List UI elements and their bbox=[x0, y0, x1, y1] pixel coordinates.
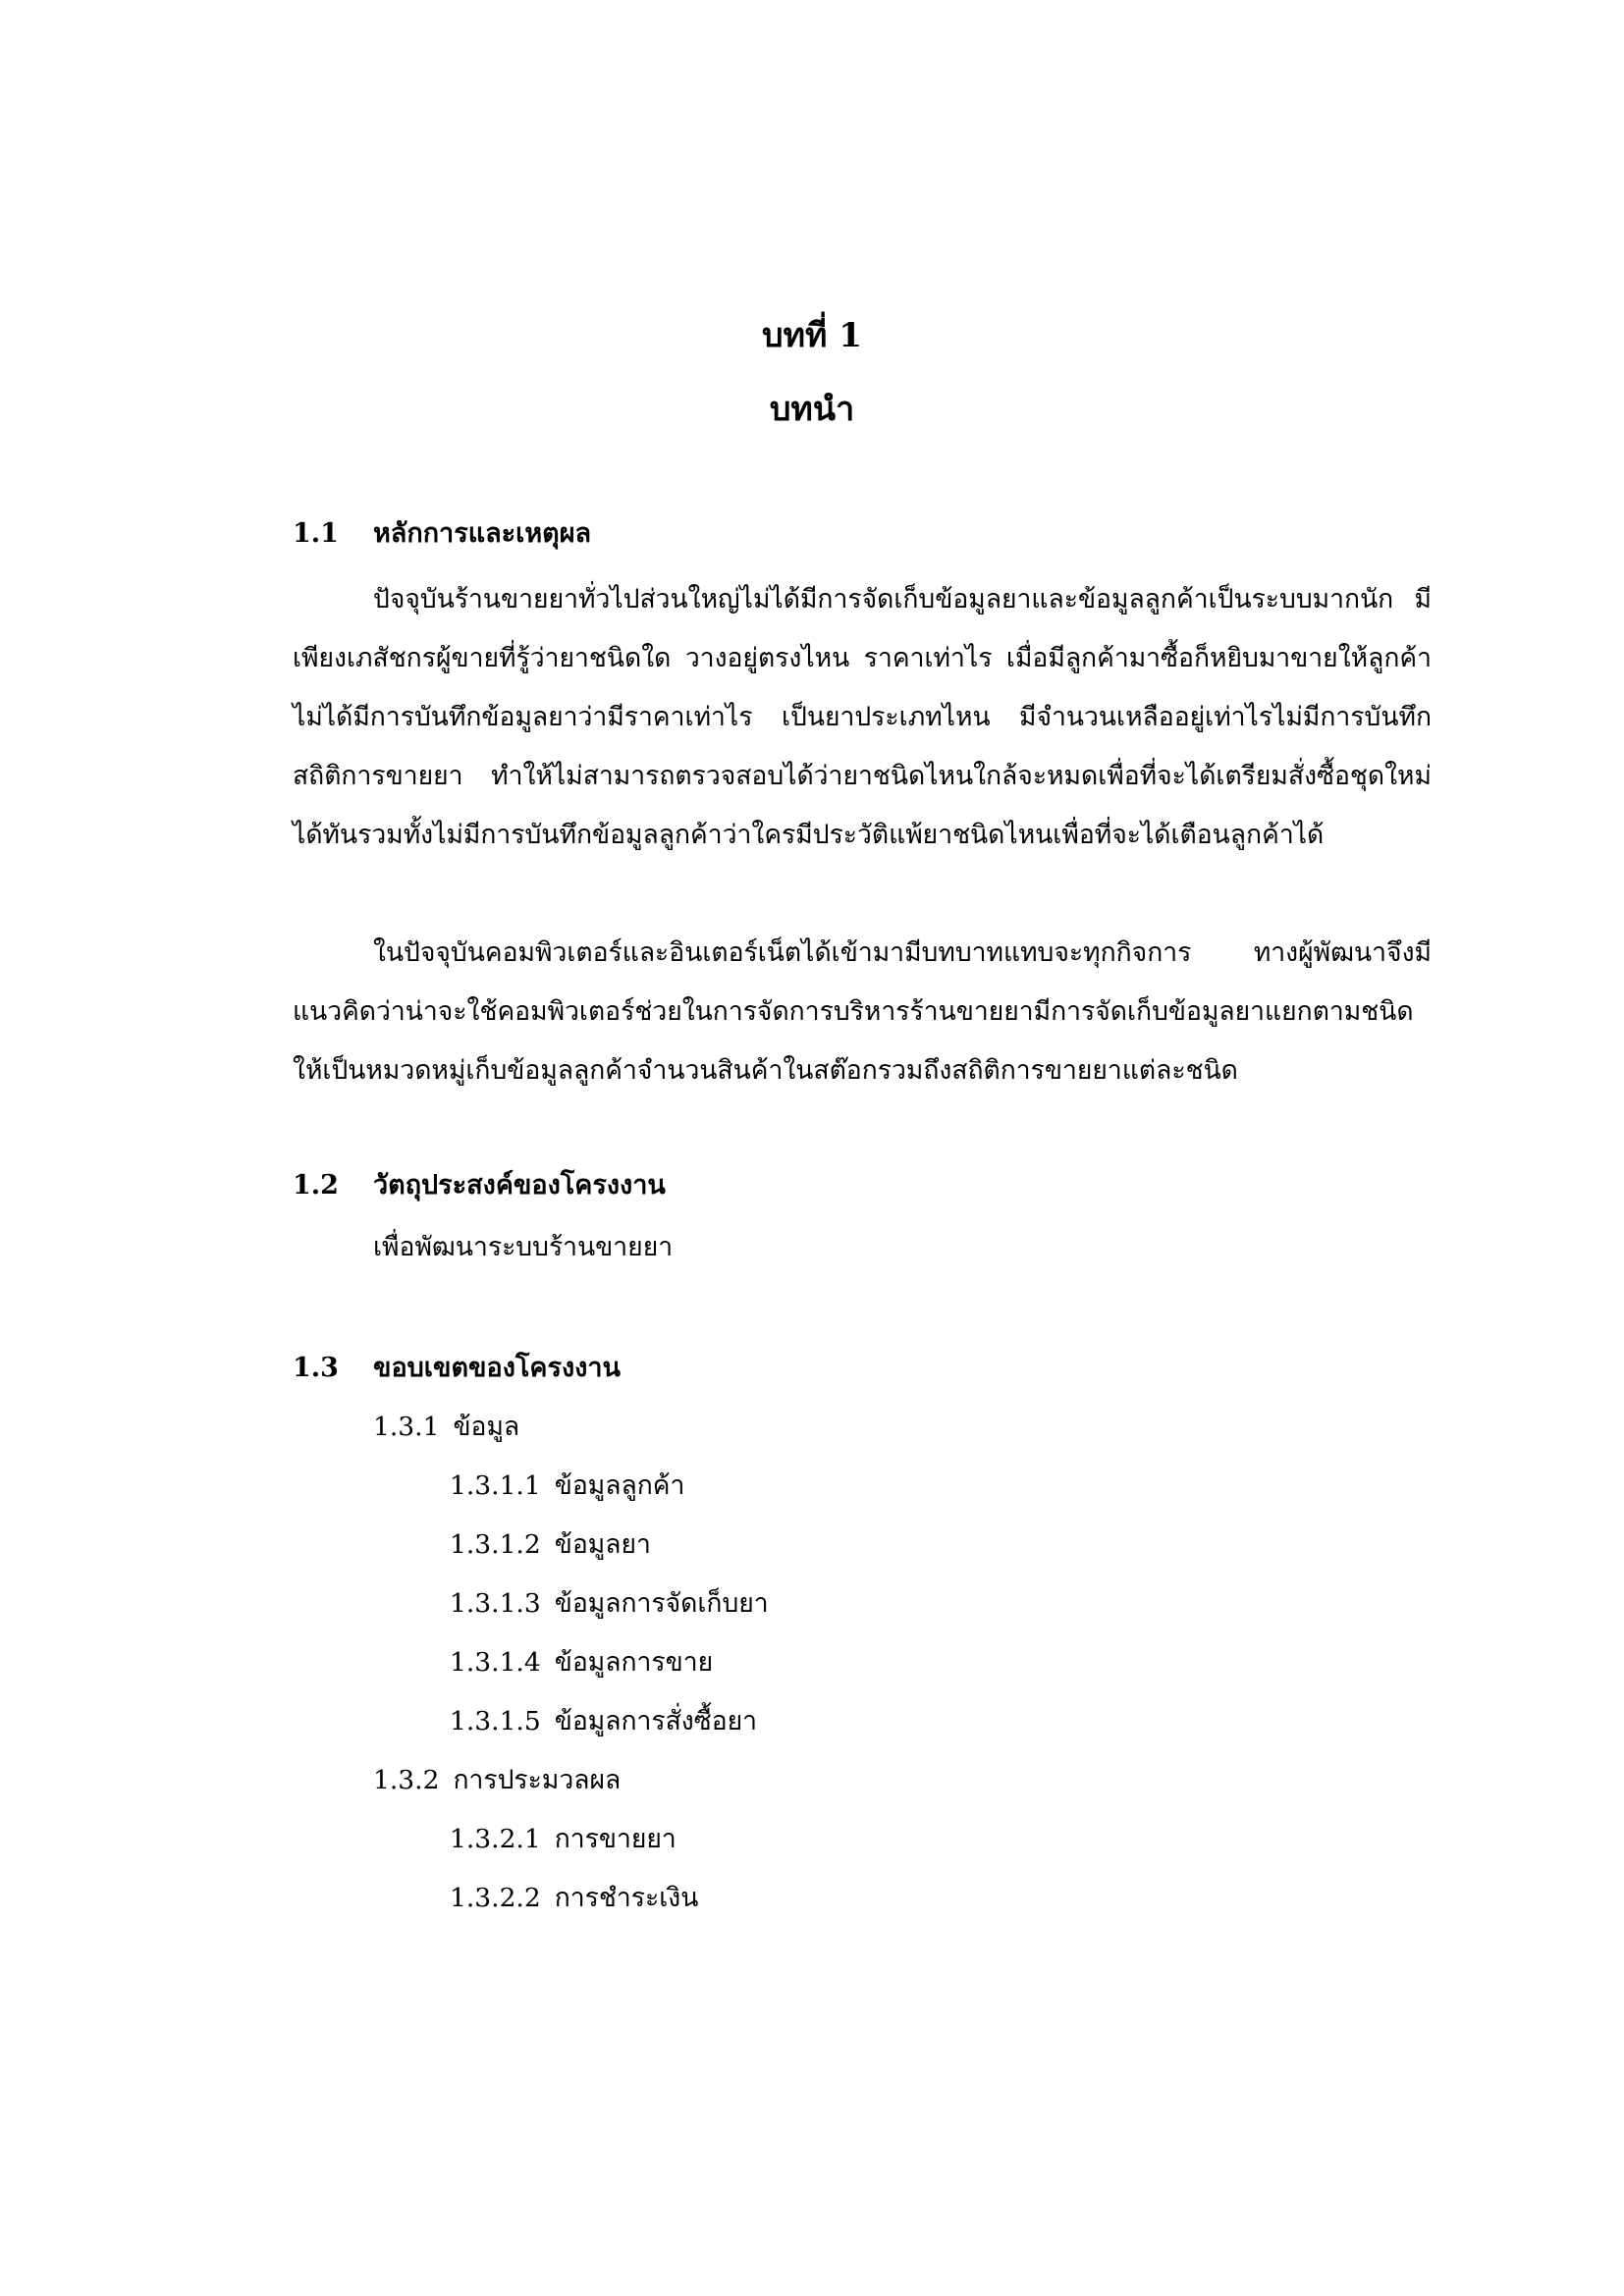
section-number: 1.3 bbox=[293, 1353, 339, 1383]
outline-number: 1.3.1.2 bbox=[450, 1529, 541, 1560]
section-title: หลักการและเหตุผล bbox=[373, 518, 592, 549]
outline-subitem bbox=[450, 1704, 757, 1739]
outline-number: 1.3.2.2 bbox=[450, 1883, 541, 1913]
chapter-number: บทที่ 1 bbox=[762, 316, 862, 355]
chapter-title: บทนำ bbox=[769, 390, 855, 429]
outline-number: 1.3.1.3 bbox=[450, 1588, 541, 1619]
outline-number: 1.3.1.5 bbox=[450, 1706, 541, 1736]
outline-subitem bbox=[450, 1881, 698, 1916]
outline-number: 1.3.1.1 bbox=[450, 1470, 541, 1501]
outline-number: 1.3.2 bbox=[373, 1765, 440, 1795]
paragraph-rationale-1: ปัจจุบันร้านขายยาทั่วไปส่วนใหญ่ไม่ได้มีการจัดเก็บข้อมูลยาและข้อมูลลูกค้าเป็นระบบมากนัก มีเพียงเภสัชกรผู้ขายที่รู้ว่ายาชนิดใด วางอยู่ตรงไหน ราคาเท่าไร เมื่อมีลูกค้ามาซื้อก็หยิบมาขายให้ลูกค้า ไม่ได้มีการบันทึกข้อมูลยาว่ามีราคาเท่าไร เป็นยาประเภทไหน มีจำนวนเหลืออยู่เท่าไรไม่มีการบันทึกสถิติการขายยา ทำให้ไม่สามารถตรวจสอบได้ว่ายาชนิดไหนใกล้จะหมดเพื่อที่จะได้เตรียมสั่งซื้อชุดใหม่ได้ทันรวมทั้งไม่มีการบันทึกข้อมูลลูกค้าว่าใครมีประวัติแพ้ยาชนิดไหนเพื่อที่จะได้เตือนลูกค้าได้ bbox=[293, 584, 1432, 850]
outline-subitem bbox=[450, 1468, 684, 1504]
outline-subitem bbox=[450, 1586, 769, 1622]
section-heading-1-1 bbox=[293, 516, 591, 552]
outline-label: ข้อมูลการขาย bbox=[554, 1647, 714, 1678]
outline-label: ข้อมูลลูกค้า bbox=[554, 1470, 685, 1501]
section-number: 1.1 bbox=[293, 518, 339, 549]
outline-label: การขายยา bbox=[554, 1824, 677, 1854]
section-heading-1-3 bbox=[293, 1351, 621, 1386]
outline-number: 1.3.1 bbox=[373, 1412, 440, 1442]
outline-item bbox=[373, 1410, 519, 1445]
outline-subitem bbox=[450, 1527, 651, 1563]
outline-label: การชำระเงิน bbox=[554, 1883, 699, 1913]
paragraph-rationale-2: ในปัจจุบันคอมพิวเตอร์และอินเตอร์เน็ตได้เข้ามามีบทบาทแทบจะทุกกิจการ ทางผู้พัฒนาจึงมีแนวคิดว่าน่าจะใช้คอมพิวเตอร์ช่วยในการจัดการบริหารร้านขายยามีการจัดเก็บข้อมูลยาแยกตามชนิดให้เป็นหมวดหมู่เก็บข้อมูลลูกค้าจำนวนสินค้าในสต๊อกรวมถึงสถิติการขายยาแต่ละชนิด bbox=[293, 937, 1432, 1086]
outline-label: ข้อมูลการจัดเก็บยา bbox=[554, 1588, 769, 1619]
section-title: วัตถุประสงค์ของโครงงาน bbox=[373, 1170, 666, 1201]
section-title: ขอบเขตของโครงงาน bbox=[373, 1353, 621, 1383]
outline-label: ข้อมูลการสั่งซื้อยา bbox=[554, 1706, 758, 1736]
outline-subitem bbox=[450, 1645, 713, 1681]
section-number: 1.2 bbox=[293, 1170, 339, 1201]
outline-item bbox=[373, 1763, 621, 1798]
outline-label: ข้อมูล bbox=[453, 1412, 520, 1442]
objective-text: เพื่อพัฒนาระบบร้านขายยา bbox=[373, 1232, 674, 1262]
outline-label: การประมวลผล bbox=[453, 1765, 622, 1795]
outline-number: 1.3.1.4 bbox=[450, 1647, 541, 1678]
outline-number: 1.3.2.1 bbox=[450, 1824, 541, 1854]
section-heading-1-2 bbox=[293, 1168, 666, 1203]
outline-subitem bbox=[450, 1822, 677, 1857]
outline-label: ข้อมูลยา bbox=[554, 1529, 651, 1560]
